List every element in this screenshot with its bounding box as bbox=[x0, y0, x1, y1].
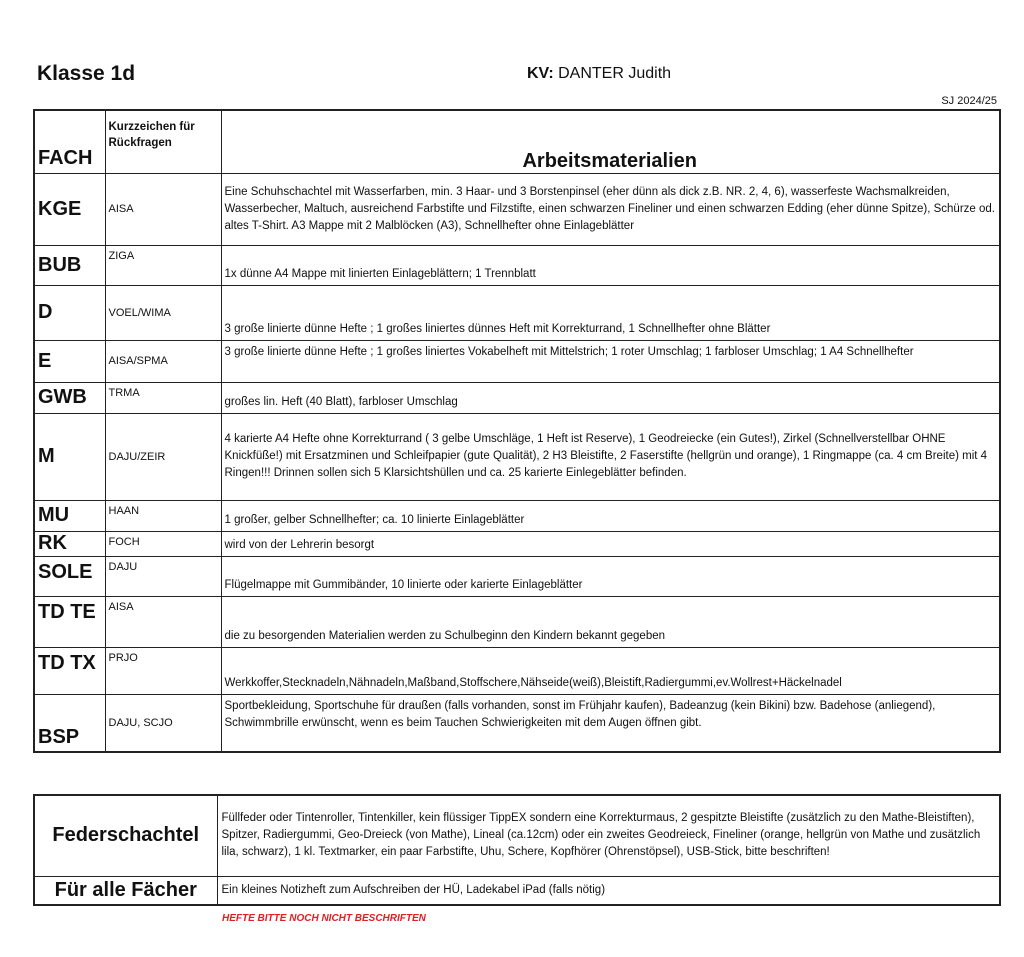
subject-cell: RK bbox=[34, 531, 105, 556]
materials-cell: Flügelmappe mit Gummibänder, 10 linierte oder karierte Einlageblätter bbox=[221, 556, 1000, 596]
table-row bbox=[34, 556, 1000, 596]
table-row bbox=[34, 382, 1000, 413]
alle-faecher-label: Für alle Fächer bbox=[34, 876, 217, 905]
header-kurz-line2: Rückfragen bbox=[108, 137, 172, 149]
subject-cell: MU bbox=[34, 500, 105, 531]
materials-cell: 1 großer, gelber Schnellhefter; ca. 10 linierte Einlageblätter bbox=[221, 500, 1000, 531]
subject-cell: D bbox=[34, 285, 105, 340]
subject-cell: BUB bbox=[34, 245, 105, 285]
code-cell: TRMA bbox=[105, 382, 221, 413]
materials-cell: Werkkoffer,Stecknadeln,Nähnadeln,Maßband,Stoffschere,Nähseide(weiß),Bleistift,Radiergummi,ev.Wollrest+Häckelnadel bbox=[221, 647, 1000, 694]
materials-cell: die zu besorgenden Materialien werden zu Schulbeginn den Kindern bekannt gegeben bbox=[221, 596, 1000, 647]
materials-cell: wird von der Lehrerin besorgt bbox=[221, 531, 1000, 556]
code-cell: DAJU bbox=[105, 556, 221, 596]
table-row bbox=[34, 647, 1000, 694]
table-row bbox=[34, 340, 1000, 382]
materials-cell: Eine Schuhschachtel mit Wasserfarben, min. 3 Haar- und 3 Borstenpinsel (eher dünn als dick z.B. NR. 2, 4, 6), wasserfeste Wachsmalkreiden, Wasserbecher, Maltuch, ausreichend Farbstifte und Filzstifte, einen schwarzen Fineliner und einen schwarzen Edding (eher dünne Spitze), Schürze od. altes T-Shirt. A3 Mappe mit 2 Malblöcken (A3), Schnellhefter ohne Einlageblätter bbox=[221, 173, 1000, 245]
code-cell: DAJU/ZEIR bbox=[105, 413, 221, 500]
kv-label: KV: bbox=[527, 65, 554, 82]
federschachtel-label: Federschachtel bbox=[34, 795, 217, 876]
class-teacher bbox=[527, 65, 671, 83]
subject-cell: M bbox=[34, 413, 105, 500]
materials-cell: Sportbekleidung, Sportschuhe für draußen (falls vorhanden, sonst im Frühjahr kaufen), Badeanzug (kein Bikini) bzw. Badehose (anliegend), Schwimmbrille erwünscht, wenn es beim Tauchen Schwierigkeiten mit dem Augen öffnen gibt. bbox=[221, 694, 1000, 752]
subject-cell: GWB bbox=[34, 382, 105, 413]
table-header-row bbox=[34, 110, 1000, 173]
table-row bbox=[34, 876, 1000, 905]
code-cell: AISA/SPMA bbox=[105, 340, 221, 382]
table-row bbox=[34, 500, 1000, 531]
table-row bbox=[34, 285, 1000, 340]
code-cell: ZIGA bbox=[105, 245, 221, 285]
table-row bbox=[34, 531, 1000, 556]
subject-cell: KGE bbox=[34, 173, 105, 245]
class-title: Klasse 1d bbox=[37, 62, 136, 85]
table-row bbox=[34, 413, 1000, 500]
code-cell: AISA bbox=[105, 596, 221, 647]
subject-cell: TD TX bbox=[34, 647, 105, 694]
header-materials: Arbeitsmaterialien bbox=[221, 110, 1000, 173]
header-kurz-line1: Kurzzeichen für bbox=[108, 121, 195, 133]
materials-cell: großes lin. Heft (40 Blatt), farbloser Umschlag bbox=[221, 382, 1000, 413]
table-row bbox=[34, 795, 1000, 876]
materials-cell: 3 große linierte dünne Hefte ; 1 großes liniertes dünnes Heft mit Korrekturrand, 1 Schnellhefter ohne Blätter bbox=[221, 285, 1000, 340]
code-cell: FOCH bbox=[105, 531, 221, 556]
materials-cell: 1x dünne A4 Mappe mit linierten Einlageblättern; 1 Trennblatt bbox=[221, 245, 1000, 285]
header-kurzzeichen bbox=[105, 110, 221, 173]
notice-text: HEFTE BITTE NOCH NICHT BESCHRIFTEN bbox=[222, 913, 426, 924]
materials-table bbox=[33, 109, 1001, 753]
code-cell: AISA bbox=[105, 173, 221, 245]
school-year: SJ 2024/25 bbox=[941, 95, 997, 107]
code-cell: DAJU, SCJO bbox=[105, 694, 221, 752]
materials-cell: 4 karierte A4 Hefte ohne Korrekturrand ( 3 gelbe Umschläge, 1 Heft ist Reserve), 1 Geodreiecke (ein Gutes!), Zirkel (Schnellverstellbar OHNE Knickfüße!) mit Ersatzminen und Schleifpapier (gute Qualität), 2 H3 Bleistifte, 2 Faserstifte (hellgrün und orange), 1 Ringmappe (ca. 4 cm Breite) mit 4 Ringen!!! Drinnen sollen sich 5 Klarsichtshüllen und ca. 25 karierte Einlegeblätter befinden. bbox=[221, 413, 1000, 500]
subject-cell: SOLE bbox=[34, 556, 105, 596]
code-cell: VOEL/WIMA bbox=[105, 285, 221, 340]
kv-name: DANTER Judith bbox=[558, 65, 672, 82]
table-row bbox=[34, 694, 1000, 752]
materials-cell: 3 große linierte dünne Hefte ; 1 großes liniertes Vokabelheft mit Mittelstrich; 1 roter Umschlag; 1 farbloser Umschlag; 1 A4 Schnellhefter bbox=[221, 340, 1000, 382]
subject-cell: BSP bbox=[34, 694, 105, 752]
table-row bbox=[34, 173, 1000, 245]
code-cell: HAAN bbox=[105, 500, 221, 531]
subject-cell: E bbox=[34, 340, 105, 382]
code-cell: PRJO bbox=[105, 647, 221, 694]
table-row bbox=[34, 596, 1000, 647]
header-fach: FACH bbox=[34, 110, 105, 173]
federschachtel-text: Füllfeder oder Tintenroller, Tintenkiller, kein flüssiger TippEX sondern eine Korrekturmaus, 2 gespitzte Bleistifte (zusätzlich zu den Mathe-Bleistiften), Spitzer, Radiergummi, Geo-Dreieck (von Mathe), Lineal (ca.12cm) oder ein zweites Geodreieck, Fineliner (orange, hellgrün von Mathe und zusätzlich lila, schwarz), 1 kl. Textmarker, ein paar Farbstifte, Uhu, Schere, Kopfhörer (Ohrenstöpsel), USB-Stick, bitte beschriften! bbox=[217, 795, 1000, 876]
subject-cell: TD TE bbox=[34, 596, 105, 647]
alle-faecher-text: Ein kleines Notizheft zum Aufschreiben der HÜ, Ladekabel iPad (falls nötig) bbox=[217, 876, 1000, 905]
table-row bbox=[34, 245, 1000, 285]
extra-table bbox=[33, 794, 1001, 906]
